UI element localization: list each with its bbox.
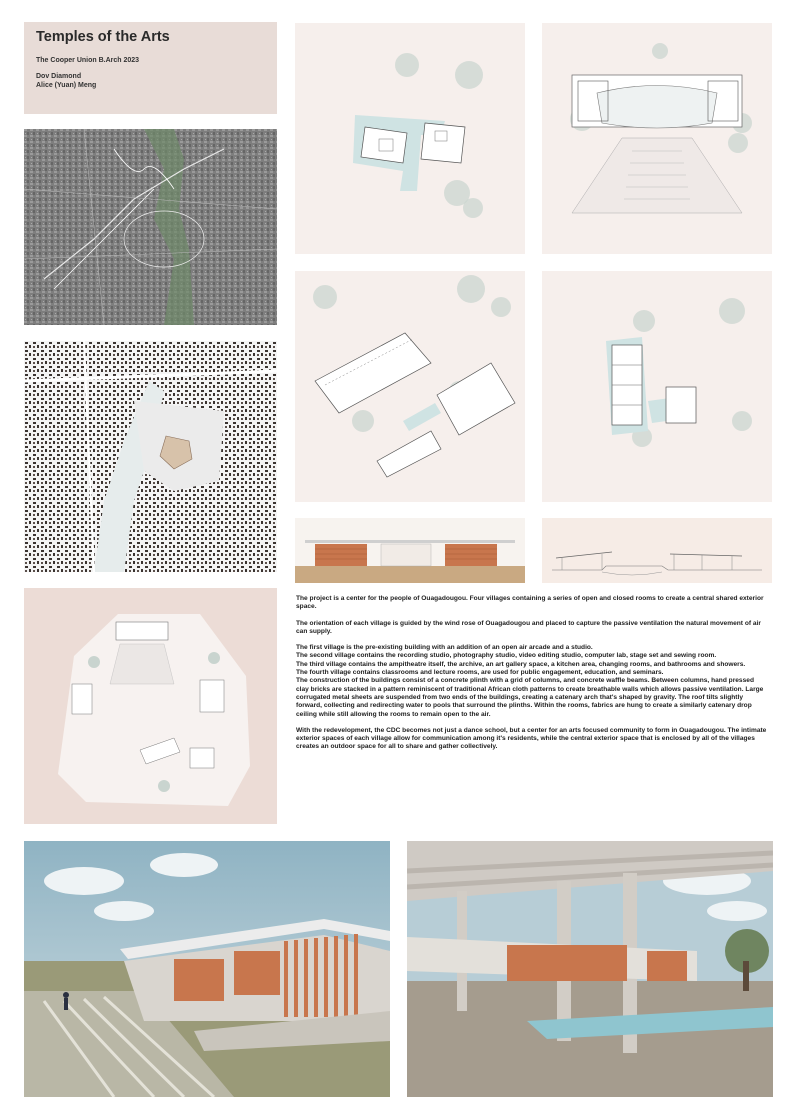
project-title: Temples of the Arts	[36, 29, 170, 45]
paragraph-village-2: The second village contains the recording studio, photography studio, video editing studio, computer lab, stage set and sewing room.	[296, 652, 717, 660]
authors	[36, 72, 265, 90]
paragraph-construction: The construction of the buildings consist of a concrete plinth with a grid of columns, and concrete waffle beams. Between columns, hand pressed clay bricks are stacked in a pattern reminiscent of traditional African cloth patterns to create breathable walls which allows passive ventilation. Large corrugated metal sheets are suspended from two ends of the buildings, creating a catenary arch that's shaped by gravity. The roof tilts slightly forward, collecting and redirecting water to pools that surround the plinths. Within the rooms, fabrics are hung to create a similarly catenary drop ceiling while still allowing the rooms to remain open to the air.	[296, 677, 764, 718]
figure-ground-map	[24, 341, 277, 572]
village-plan-4	[542, 271, 772, 502]
building-section	[542, 518, 772, 583]
description-text	[296, 595, 768, 760]
brick-elevation	[295, 518, 525, 583]
school-line: The Cooper Union B.Arch 2023	[36, 57, 140, 64]
title-block	[24, 22, 277, 114]
village-plan-1	[295, 23, 525, 254]
paragraph-village-1: The first village is the pre-existing building with an addition of an open air arcade and a studio.	[296, 644, 593, 652]
paragraph-village-3: The third village contains the ampitheatre itself, the archive, an art gallery space, a kitchen area, changing rooms, and bathrooms and showers.	[296, 660, 746, 668]
author-2: Alice (Yuan) Meng	[36, 82, 97, 89]
arcade-render	[407, 841, 773, 1097]
author-1: Dov Diamond	[36, 73, 82, 80]
aerial-city-photo	[24, 129, 277, 325]
site-plan	[24, 588, 277, 824]
village-plan-2-amphitheatre	[542, 23, 772, 254]
paragraph-redevelopment: With the redevelopment, the CDC becomes not just a dance school, but a center for an arts focused community to form in Ouagadougou. The intimate exterior spaces of each village allow for communication among it's residents, while the central exterior space that is enclosed by all of the villages creates an outdoor space for all to share and gather collectively.	[296, 726, 767, 751]
paragraph-orientation: The orientation of each village is guided by the wind rose of Ouagadougou and placed to capture the passive ventilation the natural movement of air can supply.	[296, 619, 761, 635]
paragraph-village-4: The fourth village contains classrooms and lecture rooms, are used for public engagement, education, and seminars.	[296, 669, 664, 677]
amphitheatre-render	[24, 841, 390, 1097]
paragraph-intro: The project is a center for the people of Ouagadougou. Four villages containing a series of open and closed rooms to create a central shared exterior space.	[296, 595, 764, 611]
village-plan-3	[295, 271, 525, 502]
